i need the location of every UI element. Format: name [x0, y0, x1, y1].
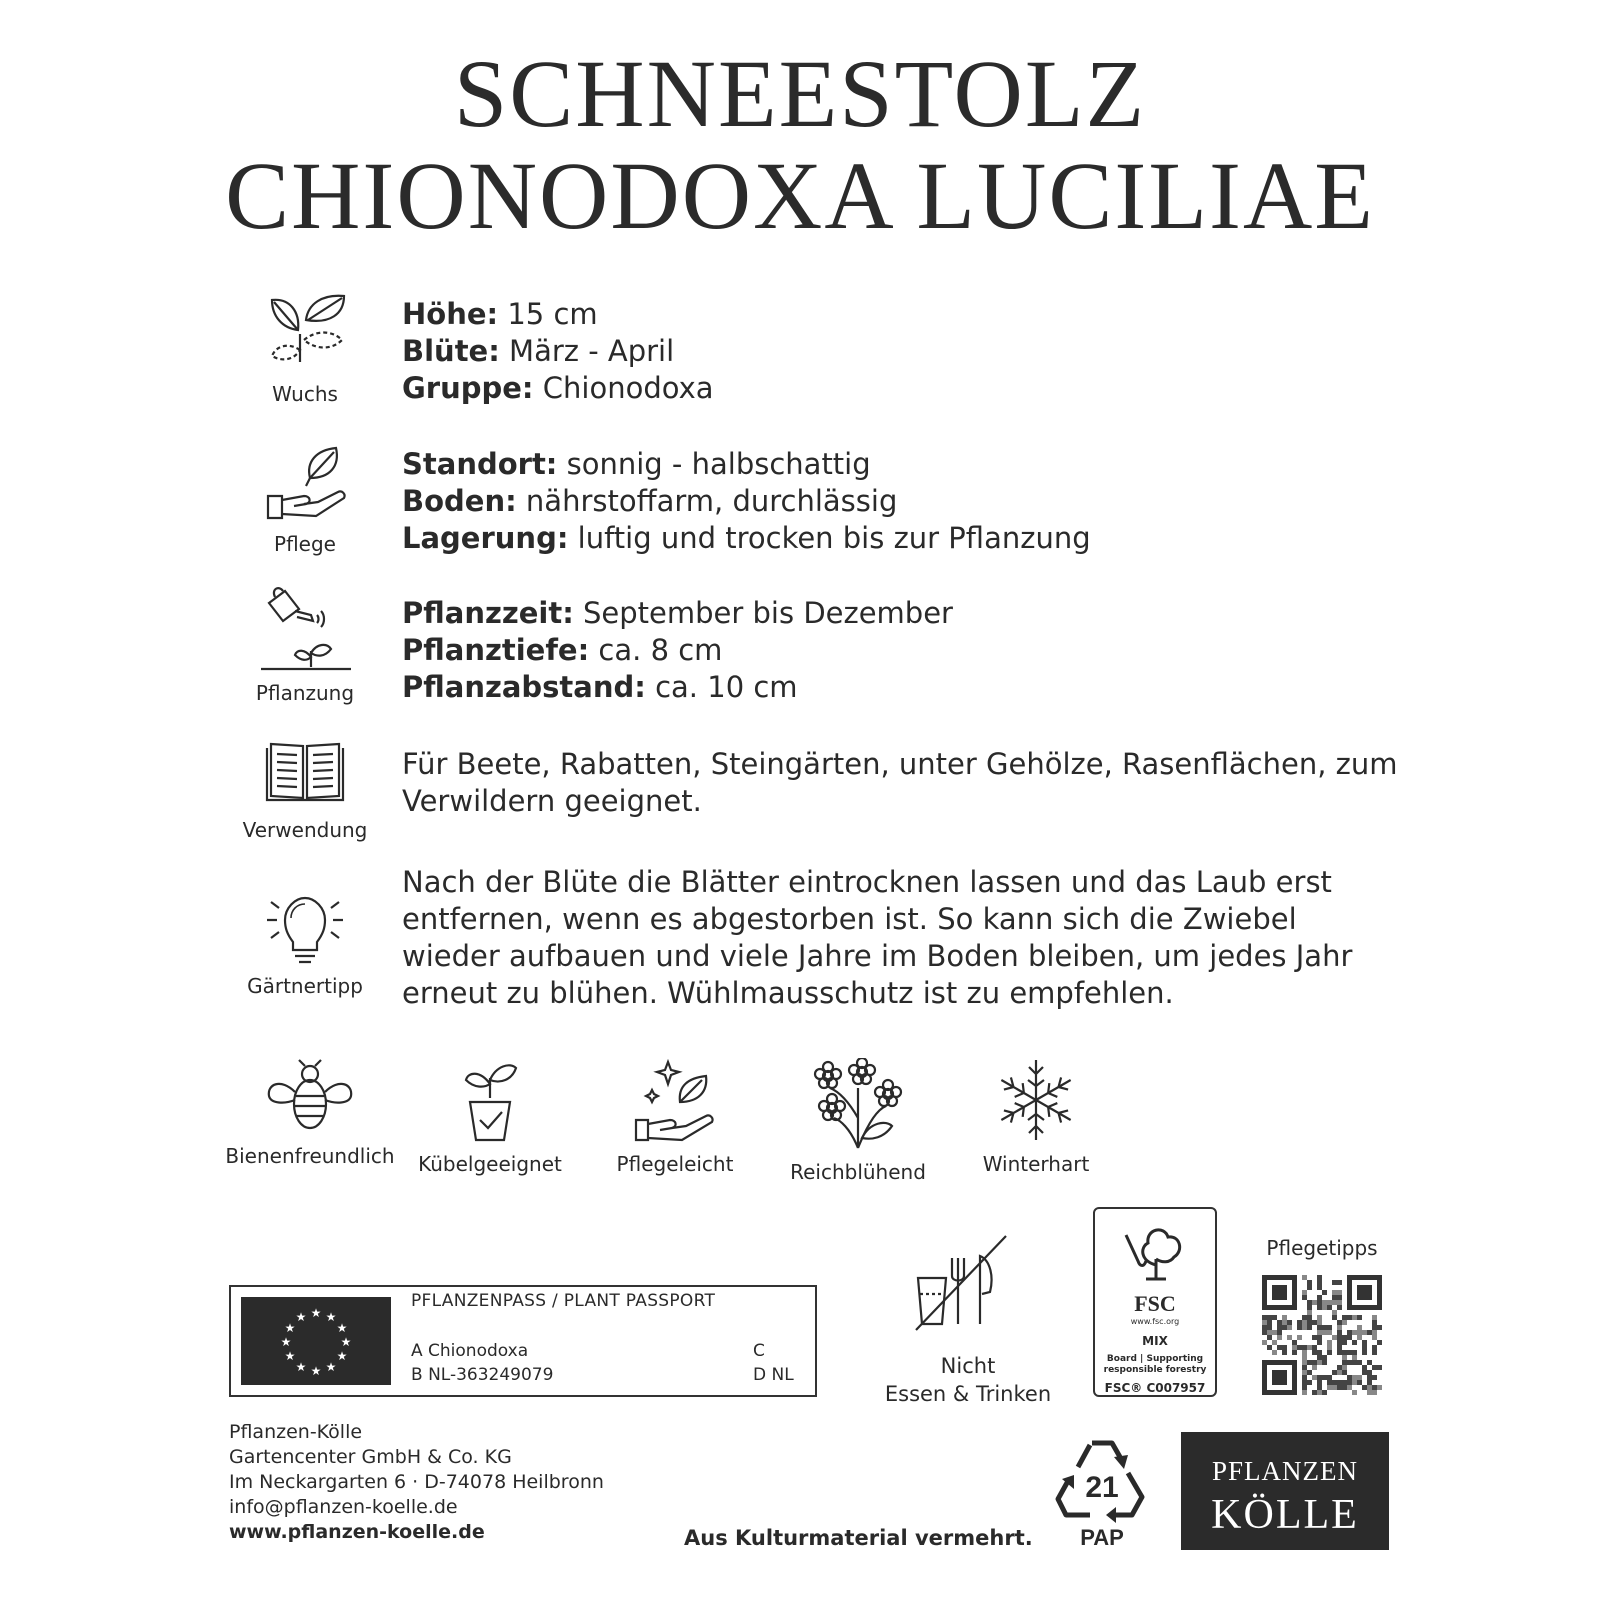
- row-pflanztiefe: [402, 632, 1402, 669]
- svg-text:★: ★: [336, 1349, 348, 1363]
- row-key: Gruppe:: [402, 371, 534, 405]
- row-pflanzabstand: [402, 669, 1402, 706]
- recycle-number: 21: [1085, 1471, 1119, 1504]
- row-key: Pflanzzeit:: [402, 596, 574, 630]
- section-icon-column: [230, 740, 380, 842]
- logo-line2: KÖLLE: [1211, 1492, 1359, 1538]
- row-value: Chionodoxa: [533, 371, 714, 405]
- eu-flag-icon: [241, 1297, 391, 1385]
- section-label: Verwendung: [242, 818, 368, 842]
- row-value: nährstoffarm, durchlässig: [516, 484, 898, 518]
- recycle-code: PAP: [1080, 1525, 1124, 1550]
- section-text: [402, 296, 1402, 407]
- row-lagerung: [402, 520, 1402, 557]
- row-value: September bis Dezember: [573, 596, 953, 630]
- feature-bienenfreundlich: [224, 1058, 396, 1168]
- row-standort: [402, 446, 1402, 483]
- address-company-type: Gartencenter GmbH & Co. KG: [229, 1446, 512, 1468]
- svg-text:★: ★: [284, 1349, 296, 1363]
- address-company: Pflanzen-Kölle: [229, 1421, 363, 1443]
- fsc-desc-line2: responsible forestry: [1103, 1365, 1207, 1375]
- section-icon-column: [230, 890, 380, 998]
- feature-kuebelgeeignet: [410, 1058, 570, 1176]
- svg-text:★: ★: [310, 1364, 322, 1378]
- svg-text:★: ★: [284, 1321, 296, 1335]
- svg-text:★: ★: [336, 1321, 348, 1335]
- feature-pflegeleicht: [600, 1058, 750, 1176]
- section-label: Pflanzung: [255, 681, 355, 705]
- section-text: Nach der Blüte die Blätter eintrocknen lassen und das Laub erst entfernen, wenn es abgestorben ist. So kann sich die Zwiebel wieder aufbauen und viele Jahre im Boden bleiben, um jedes Jahr erneut zu blühen. Wühlmausschutz ist zu empfehlen.: [402, 865, 1353, 1010]
- section-verwendung: [230, 740, 1398, 860]
- no-eating-line1: Nicht: [940, 1354, 996, 1378]
- section-text: [402, 595, 1402, 706]
- row-key: Pflanzabstand:: [402, 670, 646, 704]
- row-key: Höhe:: [402, 297, 499, 331]
- row-key: Standort:: [402, 447, 558, 481]
- row-boden: [402, 483, 1402, 520]
- passport-header: PFLANZENPASS / PLANT PASSPORT: [411, 1291, 716, 1311]
- row-key: Lagerung:: [402, 521, 569, 555]
- feature-reichbluehend: [776, 1058, 940, 1184]
- feature-label: Kübelgeeignet: [418, 1152, 562, 1176]
- row-key: Pflanztiefe:: [402, 633, 590, 667]
- row-key: Boden:: [402, 484, 517, 518]
- svg-text:★: ★: [295, 1360, 307, 1374]
- row-value: luftig und trocken bis zur Pflanzung: [568, 521, 1091, 555]
- no-eating-label: [858, 1352, 1078, 1408]
- fsc-mix: MIX: [1142, 1334, 1168, 1348]
- row-value: ca. 8 cm: [589, 633, 723, 667]
- section-gaertnertipp: [230, 862, 1390, 1022]
- section-pflanzung: [230, 585, 1390, 715]
- lightbulb-icon: [257, 890, 353, 966]
- feature-winterhart: [966, 1058, 1106, 1176]
- section-label: Pflege: [274, 532, 336, 556]
- row-gruppe: [402, 370, 1402, 407]
- title-common-name: SCHNEESTOLZ: [453, 40, 1147, 147]
- section-icon-column: [230, 440, 380, 556]
- flowers-icon: [810, 1058, 906, 1150]
- row-bluete: [402, 333, 1402, 370]
- passport-field-b: B NL-363249079: [411, 1365, 554, 1385]
- watering-can-icon: [255, 585, 355, 675]
- feature-label: Bienenfreundlich: [225, 1144, 395, 1168]
- plant-passport: [229, 1285, 817, 1397]
- potted-plant-icon: [450, 1058, 530, 1142]
- row-value: 15 cm: [498, 297, 598, 331]
- fsc-desc: [1095, 1354, 1215, 1376]
- row-hoehe: [402, 296, 1402, 333]
- fsc-name: FSC: [1134, 1291, 1176, 1316]
- passport-field-a: A Chionodoxa: [411, 1341, 529, 1361]
- svg-text:★: ★: [325, 1310, 337, 1324]
- passport-field-d: D NL: [753, 1365, 794, 1385]
- eu-stars-icon: [241, 1297, 391, 1385]
- svg-text:★: ★: [310, 1306, 322, 1320]
- section-icon-column: [230, 585, 380, 705]
- row-pflanzzeit: [402, 595, 1402, 632]
- address-email[interactable]: info@pflanzen-koelle.de: [229, 1496, 458, 1518]
- plant-growth-icon: [260, 290, 350, 376]
- snowflake-icon: [994, 1058, 1078, 1142]
- title-botanical-name: CHIONODOXA LUCILIAE: [225, 142, 1375, 249]
- fsc-label: [1093, 1207, 1217, 1397]
- address-street: Im Neckargarten 6 · D-74078 Heilbronn: [229, 1471, 604, 1493]
- svg-text:★: ★: [325, 1360, 337, 1374]
- section-label: Wuchs: [272, 382, 338, 406]
- section-wuchs: [230, 290, 1390, 420]
- easy-care-icon: [630, 1058, 720, 1142]
- bee-icon: [265, 1058, 355, 1134]
- row-key: Blüte:: [402, 334, 500, 368]
- row-value: sonnig - halbschattig: [557, 447, 871, 481]
- no-eating-drinking-icon: [910, 1232, 1010, 1336]
- logo-line1: PFLANZEN: [1211, 1456, 1358, 1486]
- pflanzen-koelle-logo: [1181, 1432, 1389, 1550]
- fsc-code: FSC® C007957: [1104, 1381, 1206, 1395]
- svg-text:★: ★: [280, 1335, 292, 1349]
- feature-label: Pflegeleicht: [616, 1152, 734, 1176]
- recycling-icon: [1052, 1435, 1152, 1553]
- hand-leaf-icon: [260, 440, 350, 526]
- section-pflege: [230, 440, 1390, 570]
- company-address: [229, 1420, 604, 1545]
- culture-material-note: Aus Kulturmaterial vermehrt.: [684, 1526, 1033, 1550]
- address-website[interactable]: www.pflanzen-koelle.de: [229, 1521, 485, 1543]
- no-eating-line2: Essen & Trinken: [884, 1382, 1052, 1406]
- qr-code-icon[interactable]: [1262, 1275, 1382, 1395]
- book-icon: [263, 740, 347, 808]
- fsc-url: www.fsc.org: [1130, 1317, 1180, 1326]
- passport-field-c: C: [753, 1341, 765, 1361]
- svg-text:★: ★: [340, 1335, 352, 1349]
- section-label: Gärtnertipp: [247, 974, 363, 998]
- fsc-tree-icon: [1120, 1221, 1190, 1283]
- feature-label: Winterhart: [982, 1152, 1090, 1176]
- row-value: ca. 10 cm: [645, 670, 798, 704]
- section-text: Für Beete, Rabatten, Steingärten, unter Gehölze, Rasenflächen, zum Verwildern geeignet.: [402, 747, 1398, 818]
- section-icon-column: [230, 290, 380, 406]
- fsc-desc-line1: Board | Supporting: [1106, 1354, 1204, 1364]
- svg-text:★: ★: [295, 1310, 307, 1324]
- section-text: [402, 446, 1402, 557]
- row-value: März - April: [499, 334, 675, 368]
- qr-label: Pflegetipps: [1266, 1236, 1378, 1260]
- feature-label: Reichblühend: [790, 1160, 926, 1184]
